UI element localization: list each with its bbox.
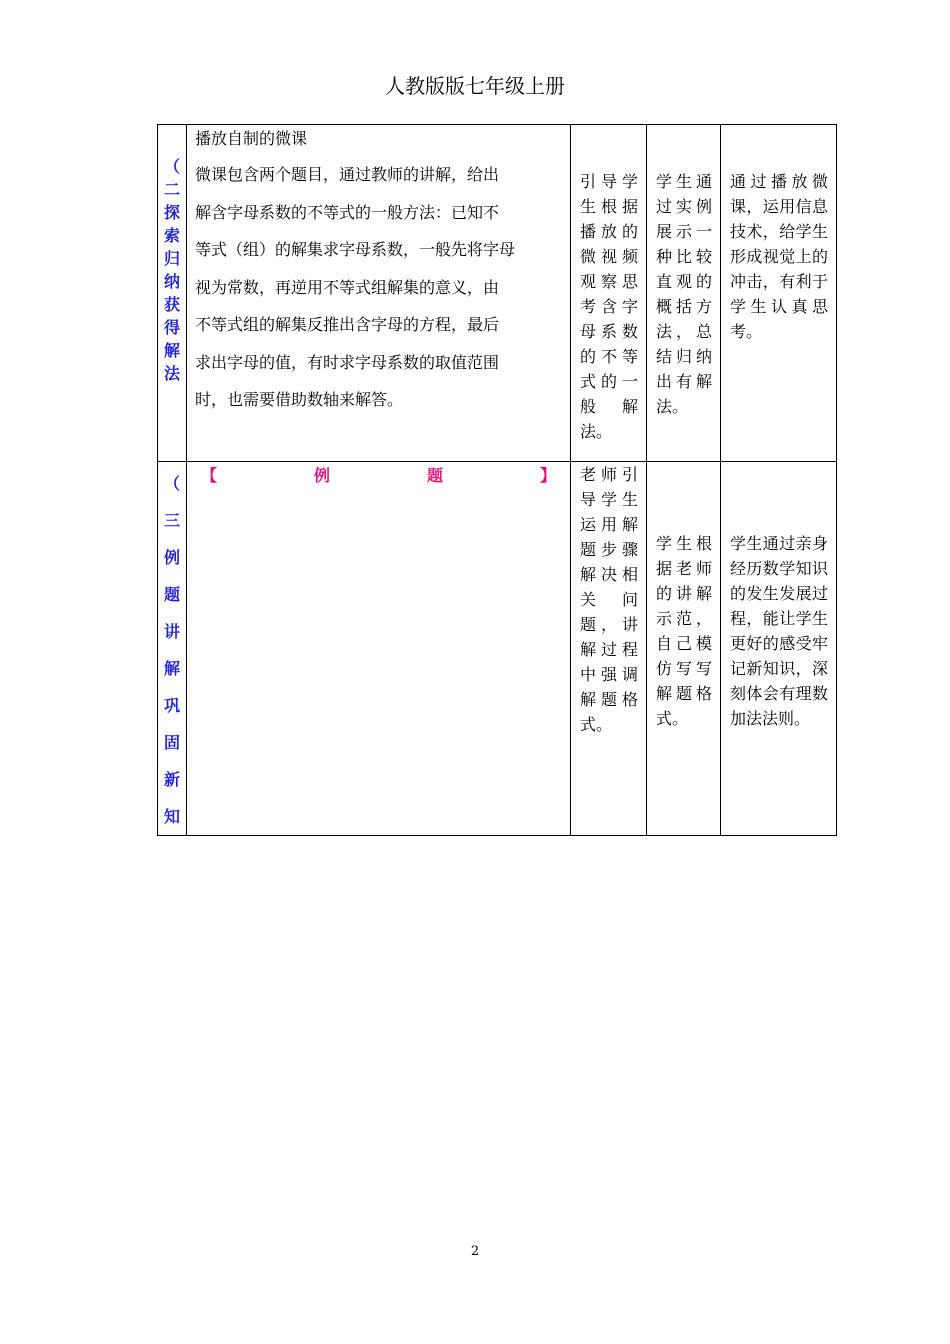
stage-char: 得 (163, 318, 180, 337)
stage-label-3 (158, 462, 187, 836)
stage-char: 讲 (163, 622, 180, 641)
stage-char: 解 (163, 341, 180, 360)
example-bracket-close: 】 (539, 466, 556, 485)
example-word: 题 (426, 466, 443, 485)
stage-char: 法 (163, 364, 180, 383)
stage-char: 三 (163, 511, 180, 530)
stage-char: 新 (163, 770, 180, 789)
design-intent-cell: 通过播放微课，运用信息技术，给学生形成视觉上的冲击，有利于学生认真思考。 (721, 125, 837, 462)
stage-char: 索 (163, 226, 180, 245)
example-bracket-open: 【 (201, 466, 218, 485)
teacher-activity-cell: 老师引导学生运用解题步骤解决相关 问题，讲解过程中强调解题格式。 (571, 462, 647, 836)
lesson-plan-table (157, 124, 837, 836)
stage-char: 纳 (163, 272, 180, 291)
example-heading (187, 462, 570, 488)
stage-char: 探 (163, 203, 180, 222)
stage-char: 固 (163, 733, 180, 752)
example-word: 例 (313, 466, 330, 485)
content-title: 播放自制的微课 (195, 129, 308, 148)
content-line: 解含字母系数的不等式的一般方法：已知不 (195, 202, 500, 222)
content-line: 微课包含两个题目，通过教师的讲解，给出 (195, 165, 500, 184)
content-line: 时，也需要借助数轴来解答。 (195, 390, 404, 409)
page-number: 2 (470, 1244, 480, 1259)
table-row-stage-2 (158, 125, 837, 462)
stage-char: 题 (163, 585, 180, 604)
example-cell (187, 462, 571, 836)
table-row-stage-3 (158, 462, 837, 836)
content-line: 等式（组）的解集求字母系数，一般先将字母 (195, 240, 516, 259)
stage-char: 解 (163, 659, 180, 678)
student-activity-cell: 学生根据老师的讲解示范，自己模仿写写解题格式。 (647, 462, 721, 836)
content-line: 视为常数，再逆用不等式组解集的意义，由 (195, 277, 500, 297)
stage-char: 例 (163, 548, 180, 567)
stage-char: 巩 (163, 696, 180, 715)
content-line: 不等式组的解集反推出含字母的方程，最后 (195, 315, 500, 334)
design-intent-cell: 学生通过亲身经历数学知识的发生发展过程，能让学生更好的感受牢记新知识，深刻体会有理数加法法则。 (721, 462, 837, 836)
stage-char: 二 (163, 180, 180, 199)
stage-char: 知 (163, 807, 180, 826)
stage-char: （ (163, 157, 180, 176)
teacher-activity-cell: 引导学生根据播放的微视频观察思考含字母系数的不等式的一般解法。 (571, 125, 647, 462)
stage-char: 归 (163, 249, 180, 268)
content-line: 求出字母的值，有时求字母系数的取值范围 (195, 352, 500, 372)
stage-char: 获 (163, 295, 180, 314)
stage-label-2 (158, 125, 187, 462)
content-cell-2 (187, 125, 571, 462)
student-activity-cell: 学生通过实例展示一种比较直观的概括方法，总结归纳出有解法。 (647, 125, 721, 462)
stage-char: （ (163, 474, 180, 493)
page-header-title: 人教版版七年级上册 (385, 74, 565, 98)
